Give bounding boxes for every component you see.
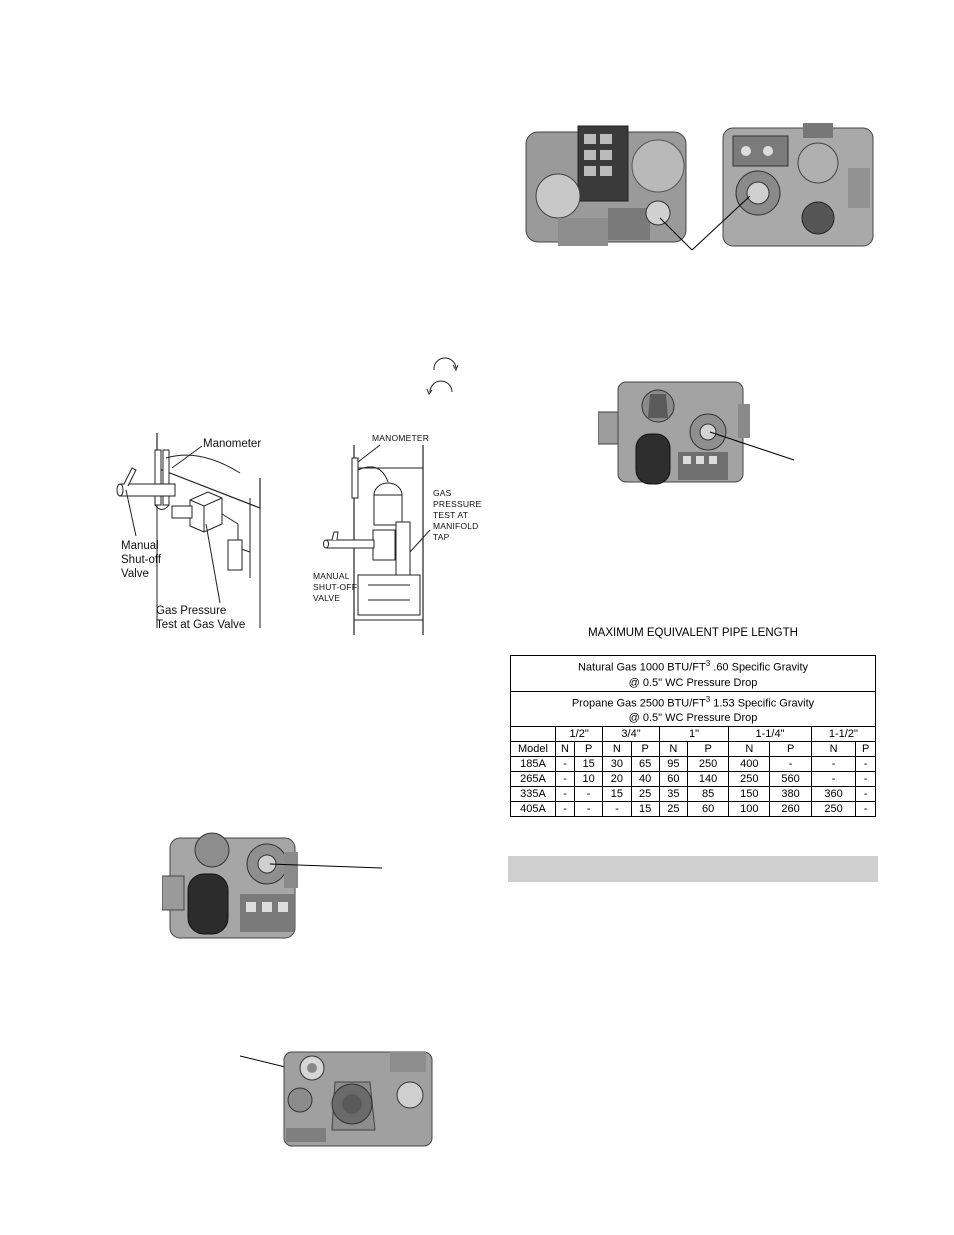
label-gas-pressure-left-1: Gas Pressure xyxy=(156,605,227,617)
natural-gas-header-row xyxy=(511,656,876,692)
label-manual-shutoff-left-1: Manual xyxy=(121,540,159,552)
table-cell: - xyxy=(575,802,603,817)
section-header-bar xyxy=(508,856,878,882)
label-gas-pressure-right-3: TEST AT xyxy=(433,510,469,520)
table-cell: 10 xyxy=(575,772,603,787)
table-cell: 405A xyxy=(511,802,556,817)
rotation-arrows-icon xyxy=(418,352,468,398)
table-row xyxy=(511,772,876,787)
table-cell: 20 xyxy=(603,772,631,787)
table-cell: 25 xyxy=(659,802,687,817)
table-cell: 15 xyxy=(575,757,603,772)
column-header: N xyxy=(556,742,575,757)
label-manual-shutoff-right-3: VALVE xyxy=(313,593,341,603)
table-cell: 400 xyxy=(729,757,770,772)
column-header: N xyxy=(729,742,770,757)
gas-valve-photo-bottom xyxy=(240,1040,440,1150)
table-cell: - xyxy=(556,757,575,772)
pipe-length-table xyxy=(510,655,876,817)
column-header: P xyxy=(631,742,659,757)
column-header: P xyxy=(687,742,728,757)
table-cell: 560 xyxy=(770,772,811,787)
table-cell: - xyxy=(811,757,856,772)
table-cell: - xyxy=(770,757,811,772)
table-row xyxy=(511,787,876,802)
column-header: P xyxy=(856,742,876,757)
pipe-size-header: 1" xyxy=(659,727,728,742)
table-cell: 250 xyxy=(811,802,856,817)
label-manometer-right: MANOMETER xyxy=(372,433,430,443)
table-cell: 60 xyxy=(659,772,687,787)
table-cell: 95 xyxy=(659,757,687,772)
column-header: N xyxy=(659,742,687,757)
column-header: Model xyxy=(511,742,556,757)
column-header: N xyxy=(811,742,856,757)
pipe-size-header: 3/4" xyxy=(603,727,659,742)
label-manual-shutoff-right-2: SHUT-OFF xyxy=(313,582,358,592)
table-cell: 60 xyxy=(687,802,728,817)
table-cell: 380 xyxy=(770,787,811,802)
pipe-length-title: MAXIMUM EQUIVALENT PIPE LENGTH xyxy=(588,627,798,639)
gas-valve-photo-lower-left xyxy=(162,822,384,944)
label-manual-shutoff-left-2: Shut-off xyxy=(121,554,162,566)
column-header: N xyxy=(603,742,631,757)
table-cell: 185A xyxy=(511,757,556,772)
table-cell: 250 xyxy=(687,757,728,772)
column-header: P xyxy=(770,742,811,757)
table-cell: 30 xyxy=(603,757,631,772)
table-cell: - xyxy=(856,787,876,802)
pipe-size-header: 1/2" xyxy=(556,727,603,742)
natural-gas-header: Natural Gas 1000 BTU/$FT^3$ .60 Specific Gravity @ 0.5" WC Pressure Drop xyxy=(511,656,876,692)
manometer-manifold-tap-diagram xyxy=(318,440,438,640)
table-cell: 100 xyxy=(729,802,770,817)
table-cell: - xyxy=(556,802,575,817)
pipe-size-row xyxy=(511,727,876,742)
subheader-row xyxy=(511,742,876,757)
table-cell: 25 xyxy=(631,787,659,802)
gas-valves-photo-top xyxy=(518,118,880,258)
table-cell: - xyxy=(856,757,876,772)
table-cell: 360 xyxy=(811,787,856,802)
table-cell: - xyxy=(575,787,603,802)
table-cell: - xyxy=(811,772,856,787)
label-manual-shutoff-right-1: MANUAL xyxy=(313,571,350,581)
table-cell: 250 xyxy=(729,772,770,787)
table-cell: 40 xyxy=(631,772,659,787)
gas-valve-photo-middle xyxy=(598,374,798,496)
table-cell: - xyxy=(556,787,575,802)
table-cell: 260 xyxy=(770,802,811,817)
pipe-size-header: 1-1/4" xyxy=(729,727,812,742)
table-cell: 65 xyxy=(631,757,659,772)
pipe-size-header: 1-1/2" xyxy=(811,727,875,742)
table-cell: - xyxy=(856,772,876,787)
propane-gas-header: Propane Gas 2500 BTU/$FT^3$ 1.53 Specific Gravity @ 0.5" WC Pressure Drop xyxy=(511,691,876,727)
table-cell: 15 xyxy=(631,802,659,817)
table-row xyxy=(511,757,876,772)
pipe-size-corner xyxy=(511,727,556,742)
table-cell: 265A xyxy=(511,772,556,787)
table-cell: 85 xyxy=(687,787,728,802)
label-gas-pressure-right-5: TAP xyxy=(433,532,450,542)
label-manometer-left: Manometer xyxy=(203,438,262,450)
table-cell: 15 xyxy=(603,787,631,802)
table-cell: - xyxy=(603,802,631,817)
table-cell: 140 xyxy=(687,772,728,787)
table-row xyxy=(511,802,876,817)
label-gas-pressure-left-2: Test at Gas Valve xyxy=(156,619,246,631)
label-gas-pressure-right-4: MANIFOLD xyxy=(433,521,479,531)
label-manual-shutoff-left-3: Valve xyxy=(121,568,149,580)
table-cell: 150 xyxy=(729,787,770,802)
table-cell: - xyxy=(856,802,876,817)
column-header: P xyxy=(575,742,603,757)
table-cell: 335A xyxy=(511,787,556,802)
label-gas-pressure-right-2: PRESSURE xyxy=(433,499,482,509)
table-cell: 35 xyxy=(659,787,687,802)
label-gas-pressure-right-1: GAS xyxy=(433,488,452,498)
propane-gas-header-row xyxy=(511,691,876,727)
table-cell: - xyxy=(556,772,575,787)
